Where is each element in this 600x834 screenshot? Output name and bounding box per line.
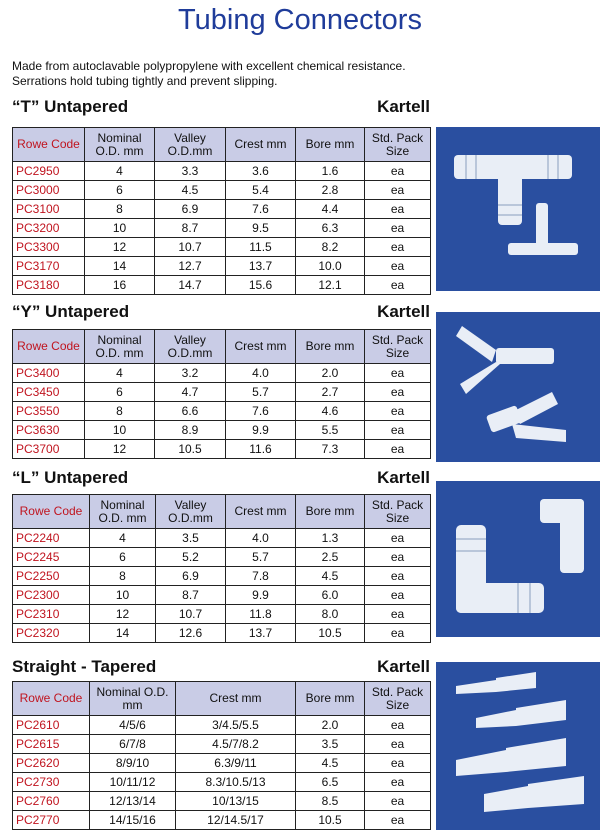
table-cell: 4.0 [226,364,296,383]
table-cell: 10.7 [156,605,226,624]
table-cell: 8.3/10.5/13 [176,773,296,792]
column-header: Bore mm [296,128,365,162]
table-cell: 16 [85,276,155,295]
table-cell: 9.9 [226,421,296,440]
column-header: Crest mm [226,330,296,364]
table-cell: 12 [85,440,155,459]
table-cell: 10.5 [296,624,365,643]
table-cell: 2.7 [296,383,365,402]
column-header: Crest mm [226,495,296,529]
table-cell: 6 [85,383,155,402]
product-code: PC3400 [13,364,85,383]
table-cell: 4 [85,162,155,181]
column-header: Std. Pack Size [365,682,431,716]
brand-label: Kartell [377,97,430,116]
table-cell: 9.5 [226,219,296,238]
table-cell: 8.7 [156,586,226,605]
table-cell: 14.7 [155,276,226,295]
table-cell: ea [365,773,431,792]
table-cell: 12/14.5/17 [176,811,296,830]
product-code: PC2245 [13,548,90,567]
column-header: Rowe Code [13,682,90,716]
table-row [13,364,431,383]
table-cell: 5.5 [296,421,365,440]
column-header: Bore mm [296,682,365,716]
product-code: PC2620 [13,754,90,773]
column-header: Nominal O.D. mm [90,495,156,529]
table-cell: 12 [85,238,155,257]
column-header: Valley O.D.mm [155,128,226,162]
table-row [13,605,431,624]
section-header-y [12,302,430,322]
table-cell: 6.5 [296,773,365,792]
table-cell: 13.7 [226,257,296,276]
table-cell: 4.4 [296,200,365,219]
table-cell: ea [365,402,431,421]
table-cell: 8.7 [155,219,226,238]
product-code: PC2615 [13,735,90,754]
section-header-l [12,468,430,488]
table-cell: ea [365,364,431,383]
table-cell: 8/9/10 [90,754,176,773]
t-connector-photo [436,127,600,291]
section-title: “T” Untapered [12,97,129,116]
table-cell: 4.5 [296,754,365,773]
table-cell: ea [365,624,431,643]
product-code: PC3630 [13,421,85,440]
column-header: Nominal O.D. mm [85,330,155,364]
product-code: PC3450 [13,383,85,402]
table-row [13,624,431,643]
table-cell: 15.6 [226,276,296,295]
table-cell: 5.4 [226,181,296,200]
table-cell: 8 [85,402,155,421]
table-cell: 8.9 [155,421,226,440]
product-code: PC3100 [13,200,85,219]
product-code: PC3300 [13,238,85,257]
table-cell: ea [365,181,431,200]
table-cell: 6.6 [155,402,226,421]
table-cell: 3/4.5/5.5 [176,716,296,735]
column-header: Std. Pack Size [365,128,431,162]
table-row [13,792,431,811]
table-cell: 4.0 [226,529,296,548]
table-cell: 5.2 [156,548,226,567]
brand-label: Kartell [377,302,430,321]
section-title: Straight - Tapered [12,657,157,676]
column-header: Std. Pack Size [365,330,431,364]
table-cell: ea [365,716,431,735]
table-row [13,238,431,257]
table-cell: 8 [85,200,155,219]
table-cell: 3.5 [156,529,226,548]
l-connector-photo [436,481,600,637]
y-connector-photo [436,312,600,462]
table-row [13,181,431,200]
section-title: “L” Untapered [12,468,129,487]
table-cell: 10 [85,421,155,440]
table-cell: 12.7 [155,257,226,276]
section-header-straight [12,657,430,677]
table-cell: ea [365,605,431,624]
table-cell: 4.5 [296,567,365,586]
table-cell: 10/11/12 [90,773,176,792]
table-cell: 3.6 [226,162,296,181]
table-cell: 14 [85,257,155,276]
product-code: PC3180 [13,276,85,295]
table-cell: ea [365,754,431,773]
product-code: PC2240 [13,529,90,548]
table-cell: 4 [90,529,156,548]
table-row [13,811,431,830]
table-cell: ea [365,257,431,276]
table-cell: ea [365,421,431,440]
table-cell: 8.2 [296,238,365,257]
table-cell: 10.5 [155,440,226,459]
table-cell: 2.8 [296,181,365,200]
brand-label: Kartell [377,468,430,487]
straight-connector-photo [436,662,600,830]
table-cell: 11.6 [226,440,296,459]
table-cell: 10/13/15 [176,792,296,811]
table-cell: 4 [85,364,155,383]
table-cell: 8 [90,567,156,586]
column-header: Nominal O.D. mm [90,682,176,716]
column-header: Valley O.D.mm [156,495,226,529]
table-row [13,383,431,402]
table-row [13,735,431,754]
table-row [13,754,431,773]
table-row [13,276,431,295]
section-title: “Y” Untapered [12,302,130,321]
table-cell: 10 [85,219,155,238]
table-cell: 2.0 [296,364,365,383]
table-cell: ea [365,811,431,830]
table-cell: 14/15/16 [90,811,176,830]
table-row [13,402,431,421]
table-cell: ea [365,219,431,238]
table-row [13,200,431,219]
table-cell: ea [365,548,431,567]
product-code: PC2250 [13,567,90,586]
table-cell: ea [365,735,431,754]
intro-text [12,59,406,89]
table-cell: 6.3 [296,219,365,238]
table-cell: 4.5 [155,181,226,200]
column-header: Rowe Code [13,330,85,364]
table-row [13,421,431,440]
section-header-t [12,97,430,117]
table-cell: 7.6 [226,200,296,219]
table-cell: ea [365,529,431,548]
table-cell: 4.7 [155,383,226,402]
table-cell: 8.5 [296,792,365,811]
product-code: PC2320 [13,624,90,643]
table-cell: 2.5 [296,548,365,567]
table-cell: 7.6 [226,402,296,421]
product-code: PC2610 [13,716,90,735]
page-title: Tubing Connectors [178,4,422,36]
intro-line-2: Serrations hold tubing tightly and prevent slipping. [12,74,278,88]
table-row [13,257,431,276]
product-code: PC3000 [13,181,85,200]
table-cell: 4.5/7/8.2 [176,735,296,754]
column-header: Crest mm [226,128,296,162]
column-header: Valley O.D.mm [155,330,226,364]
table-cell: 5.7 [226,548,296,567]
table-cell: 7.3 [296,440,365,459]
column-header: Nominal O.D. mm [85,128,155,162]
product-code: PC2730 [13,773,90,792]
table-row [13,162,431,181]
product-code: PC3550 [13,402,85,421]
table-cell: 10.7 [155,238,226,257]
product-code: PC3700 [13,440,85,459]
column-header: Bore mm [296,495,365,529]
table-cell: 4.6 [296,402,365,421]
column-header: Rowe Code [13,128,85,162]
table-cell: ea [365,792,431,811]
table-cell: 9.9 [226,586,296,605]
table-cell: 5.7 [226,383,296,402]
table-cell: 6.9 [156,567,226,586]
t-untapered-table [12,127,431,295]
product-code: PC3200 [13,219,85,238]
table-cell: 3.3 [155,162,226,181]
table-cell: 12 [90,605,156,624]
column-header: Rowe Code [13,495,90,529]
table-cell: 12.6 [156,624,226,643]
table-row [13,773,431,792]
brand-label: Kartell [377,657,430,676]
table-cell: 6 [90,548,156,567]
product-code: PC2770 [13,811,90,830]
table-cell: 6/7/8 [90,735,176,754]
table-cell: 12/13/14 [90,792,176,811]
product-code: PC2760 [13,792,90,811]
y-untapered-table [12,329,431,459]
table-row [13,567,431,586]
product-code: PC2950 [13,162,85,181]
table-row [13,529,431,548]
column-header: Std. Pack Size [365,495,431,529]
product-code: PC2310 [13,605,90,624]
table-cell: 10.0 [296,257,365,276]
table-cell: ea [365,162,431,181]
table-cell: 3.5 [296,735,365,754]
table-cell: 11.5 [226,238,296,257]
table-cell: 1.3 [296,529,365,548]
l-untapered-table [12,494,431,643]
table-cell: 4/5/6 [90,716,176,735]
table-cell: ea [365,238,431,257]
table-cell: 10 [90,586,156,605]
intro-line-1: Made from autoclavable polypropylene with excellent chemical resistance. [12,59,406,73]
product-code: PC3170 [13,257,85,276]
table-cell: 14 [90,624,156,643]
table-cell: 12.1 [296,276,365,295]
table-row [13,219,431,238]
table-cell: 1.6 [296,162,365,181]
table-row [13,716,431,735]
table-row [13,548,431,567]
table-cell: ea [365,586,431,605]
product-code: PC2300 [13,586,90,605]
table-cell: ea [365,276,431,295]
table-cell: 6.9 [155,200,226,219]
table-cell: ea [365,200,431,219]
table-cell: 2.0 [296,716,365,735]
column-header: Bore mm [296,330,365,364]
table-cell: 11.8 [226,605,296,624]
table-row [13,586,431,605]
table-cell: 13.7 [226,624,296,643]
table-cell: 7.8 [226,567,296,586]
table-cell: 10.5 [296,811,365,830]
table-cell: ea [365,567,431,586]
column-header: Crest mm [176,682,296,716]
table-cell: ea [365,383,431,402]
table-cell: 3.2 [155,364,226,383]
straight-tapered-table [12,681,431,830]
table-cell: 8.0 [296,605,365,624]
table-cell: ea [365,440,431,459]
table-row [13,440,431,459]
table-cell: 6 [85,181,155,200]
table-cell: 6.0 [296,586,365,605]
table-cell: 6.3/9/11 [176,754,296,773]
